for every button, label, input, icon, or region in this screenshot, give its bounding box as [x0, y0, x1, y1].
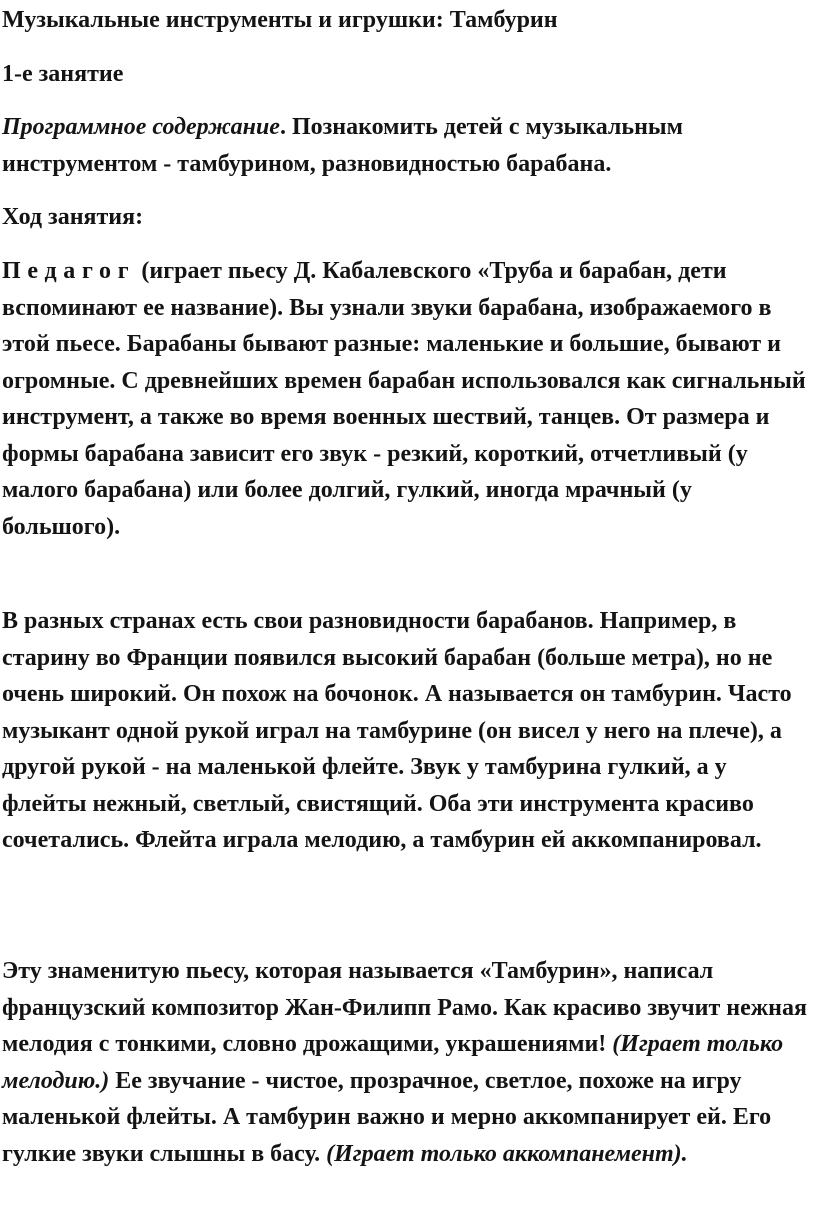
program-content-paragraph [2, 109, 810, 182]
document-title: Музыкальные инструменты и игрушки: Тамбурин [2, 7, 558, 33]
rameau-text-b: Ее звучание - чистое, прозрачное, светлое, похоже на игру маленькой флейты. А тамбурин важно и мерно аккомпанирует ей. Его гулкие звуки слышны в басу. [2, 1067, 772, 1167]
teacher-paragraph [2, 253, 810, 545]
rameau-paragraph [2, 953, 810, 1172]
rameau-italic-b: (Играет только аккомпанемент). [326, 1140, 688, 1167]
tambourin-history-paragraph: В разных странах есть свои разновидности барабанов. Например, в старину во Франции появился высокий барабан (больше метра), но не очень широкий. Он похож на бочонок. А называется он тамбурин. Часто музыкант одной рукой играл на тамбурине (он висел у него на плече), а другой рукой - на маленькой флейте. Звук у тамбурина гулкий, а у флейты нежный, светлый, свистящий. Оба эти инструмента красиво сочетались. Флейта играла мелодию, а тамбурин ей аккомпанировал. [2, 608, 792, 853]
program-content-label: Программное содержание [2, 114, 280, 140]
lesson-progress-heading: Ход занятия: [2, 204, 144, 230]
lesson-number: 1-е занятие [2, 61, 124, 87]
teacher-paragraph-text: (играет пьесу Д. Кабалевского «Труба и барабан, дети вспоминают ее название). Вы узнали звуки барабана, изображаемого в этой пьесе. Барабаны бывают разные: маленькие и большие, бывают и огромные. С древнейших времен барабан использовался как сигнальный инструмент, а также во время военных шествий, танцев. От размера и формы барабана зависит его звук - резкий, короткий, отчетливый (у малого барабана) или более долгий, гулкий, иногда мрачный (у большого). [2, 258, 806, 540]
program-content-text: . Познакомить детей с музыкальным инструментом - тамбурином, разновидностью барабана. [2, 114, 683, 177]
teacher-speaker-label: Педагог [2, 258, 136, 284]
rameau-italic-a: (Играет только мелодию.) [2, 1031, 784, 1094]
rameau-text-a: Эту знаменитую пьесу, которая называется «Тамбурин», написал французский композитор Жан-Филипп Рамо. Как красиво звучит нежная мелодия с тонкими, словно дрожащими, украшениями! [2, 958, 807, 1057]
